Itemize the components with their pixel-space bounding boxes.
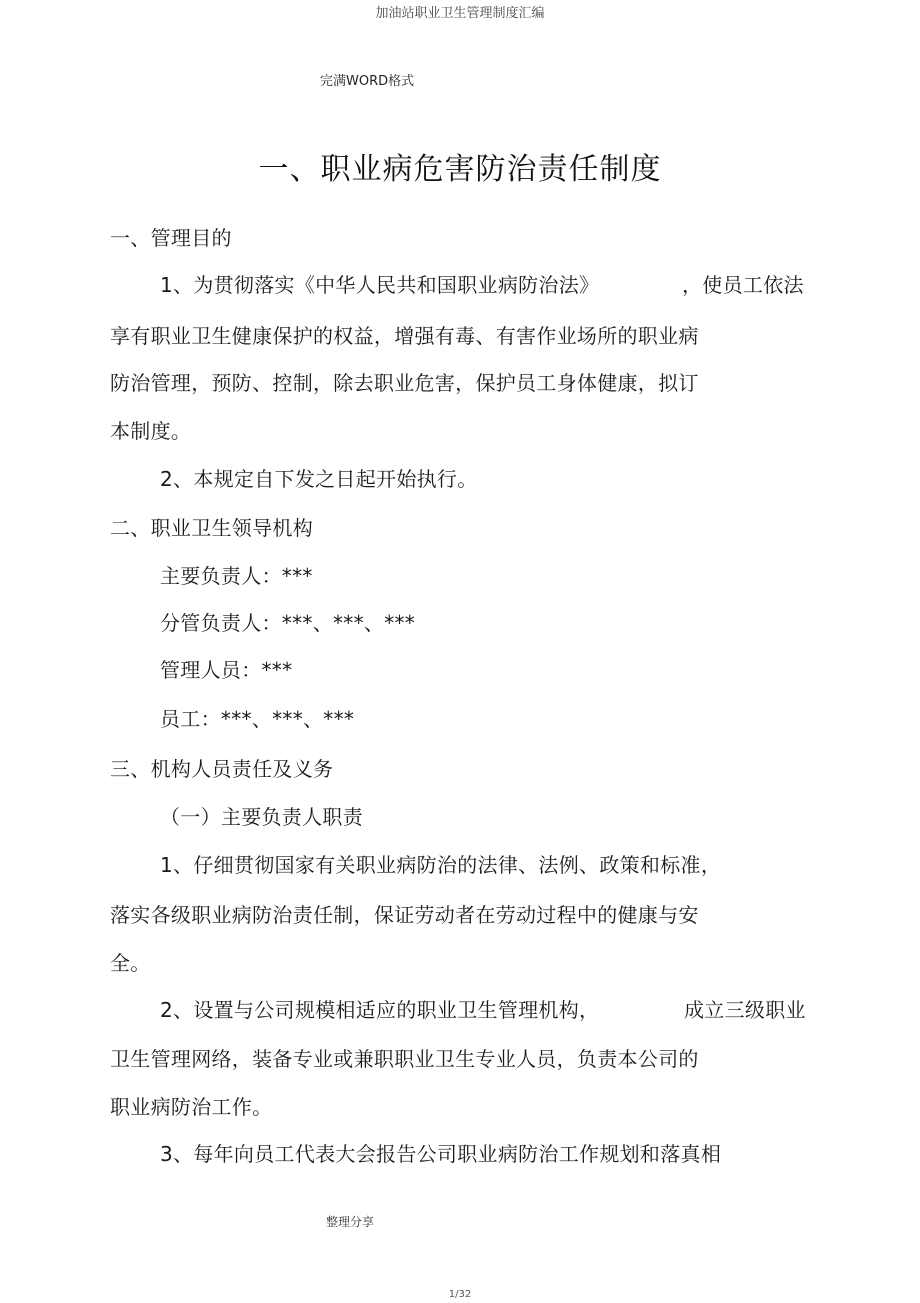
paragraph-line: 防治管理，预防、控制，除去职业危害，保护员工身体健康，拟订 [110,371,699,395]
paragraph-line: 卫生管理网络，装备专业或兼职职业卫生专业人员，负责本公司的 [110,1047,699,1071]
list-item: 主要负责人：*** [160,564,313,588]
paragraph-line: 落实各级职业病防治责任制，保证劳动者在劳动过程中的健康与安 [110,903,699,927]
paragraph-line: 职业病防治工作。 [110,1095,273,1119]
paragraph-line: 3、每年向员工代表大会报告公司职业病防治工作规划和落真相 [160,1142,722,1166]
format-note: 完满WORD格式 [320,74,415,89]
list-item: 管理人员：*** [160,658,293,682]
paragraph-line: 成立三级职业 [684,998,806,1022]
paragraph-line: 1、仔细贯彻国家有关职业病防治的法律、法例、政策和标准， [160,853,722,877]
page-number: 1/32 [448,1289,472,1300]
footer-note: 整理分享 [326,1215,375,1229]
paragraph-line: 2、设置与公司规模相适应的职业卫生管理机构， [160,998,600,1022]
list-item: 分管负责人：***、***、*** [160,611,416,635]
running-header: 加油站职业卫生管理制度汇编 [375,6,545,21]
section-heading: 一、管理目的 [110,226,232,250]
paragraph-line: ，使员工依法 [682,273,804,297]
section-heading: 二、职业卫生领导机构 [110,516,313,540]
list-item: 员工：***、***、*** [160,707,355,731]
paragraph-line: 全。 [110,951,151,975]
paragraph-line: 1、为贯彻落实《中华人民共和国职业病防治法》 [160,273,600,297]
paragraph-line: 享有职业卫生健康保护的权益，增强有毒、有害作业场所的职业病 [110,324,699,348]
section-heading: 三、机构人员责任及义务 [110,757,334,781]
paragraph-line: 2、本规定自下发之日起开始执行。 [160,467,478,491]
document-title: 一、职业病危害防治责任制度 [258,152,662,187]
paragraph-line: 本制度。 [110,419,192,443]
subsection-heading: （一）主要负责人职责 [160,805,363,829]
